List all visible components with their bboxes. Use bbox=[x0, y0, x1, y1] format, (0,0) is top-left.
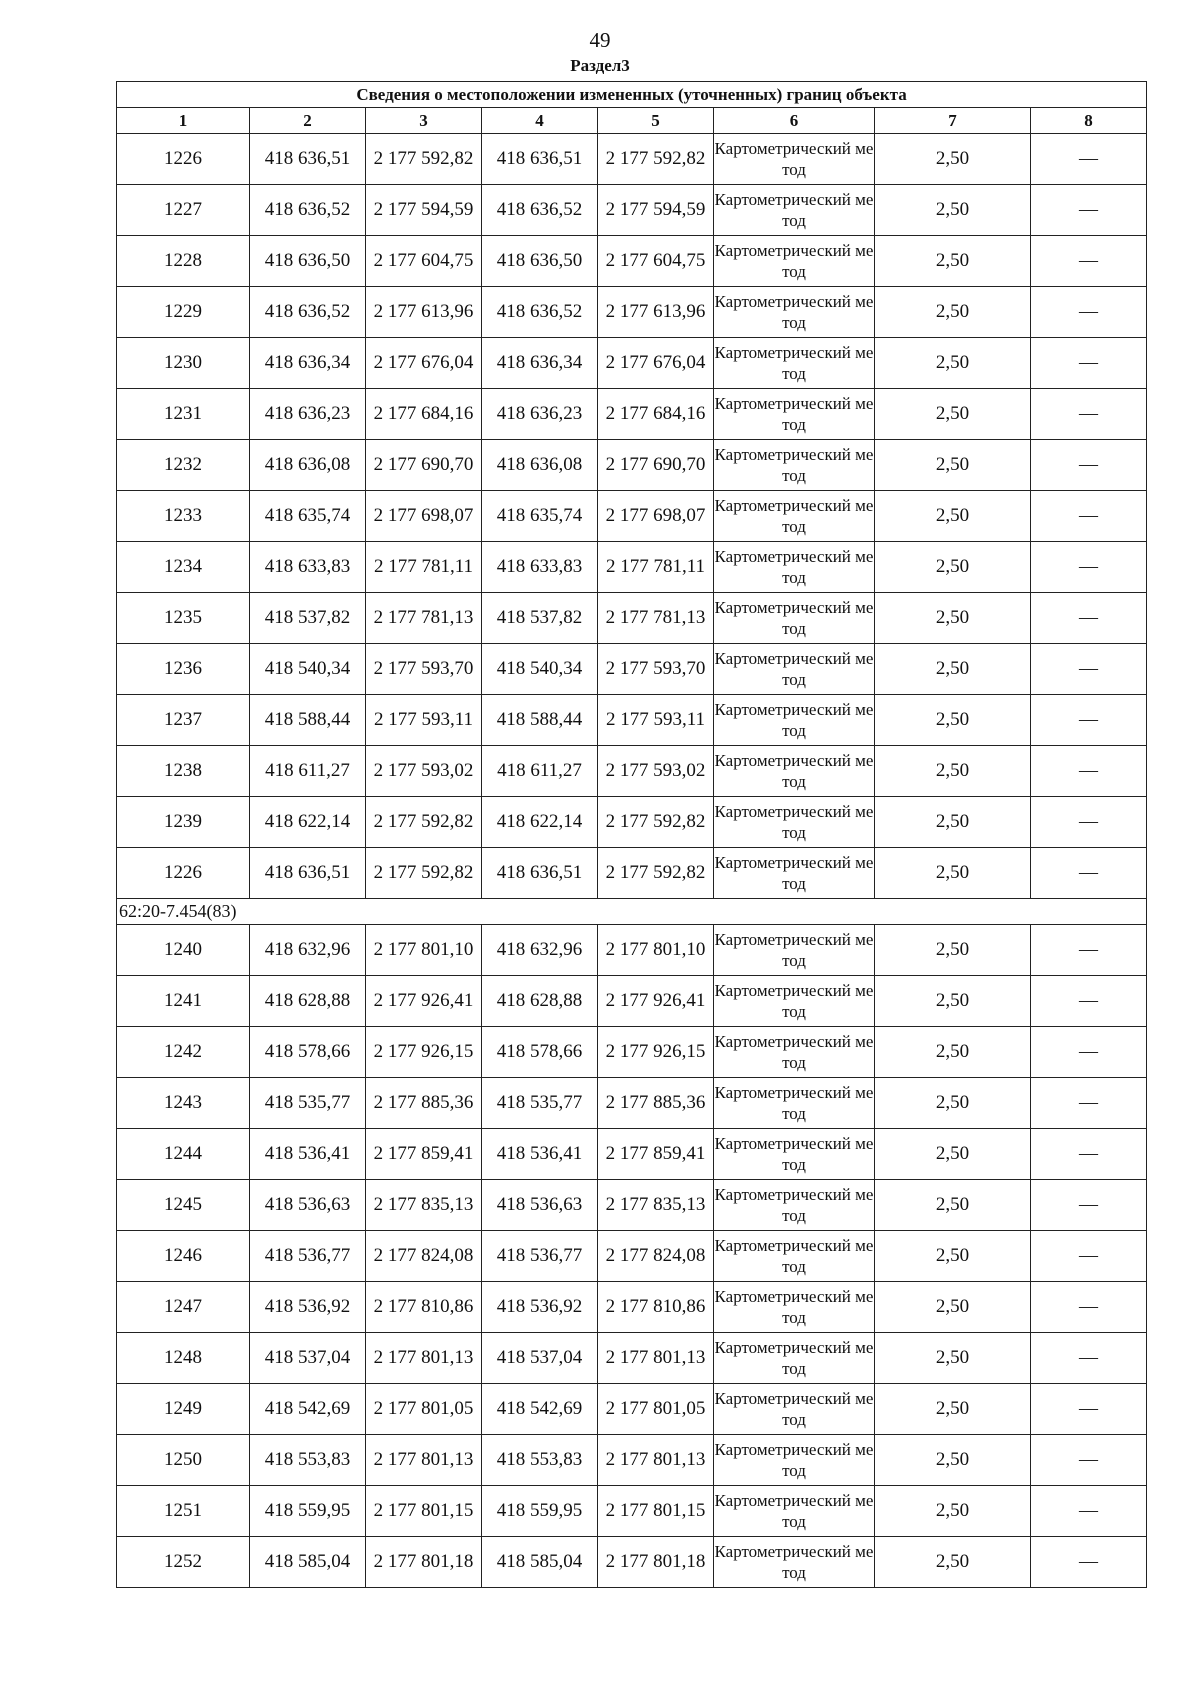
cell-existing-x: 418 632,96 bbox=[250, 925, 366, 976]
cell-existing-x: 418 635,74 bbox=[250, 491, 366, 542]
cell-description: — bbox=[1031, 644, 1147, 695]
cell-existing-y: 2 177 698,07 bbox=[366, 491, 482, 542]
column-number-1: 1 bbox=[117, 108, 250, 134]
cell-accuracy: 2,50 bbox=[875, 797, 1031, 848]
cell-description: — bbox=[1031, 236, 1147, 287]
cell-method: Картометрический метод bbox=[714, 1231, 875, 1282]
cell-method: Картометрический метод bbox=[714, 797, 875, 848]
table-row bbox=[117, 491, 1147, 542]
cell-accuracy: 2,50 bbox=[875, 338, 1031, 389]
cell-new-y: 2 177 801,13 bbox=[598, 1333, 714, 1384]
cell-method: Картометрический метод bbox=[714, 287, 875, 338]
cell-description: — bbox=[1031, 1282, 1147, 1333]
table-row bbox=[117, 236, 1147, 287]
cell-new-x: 418 636,23 bbox=[482, 389, 598, 440]
cell-new-y: 2 177 824,08 bbox=[598, 1231, 714, 1282]
cell-existing-x: 418 636,34 bbox=[250, 338, 366, 389]
cell-accuracy: 2,50 bbox=[875, 593, 1031, 644]
cell-accuracy: 2,50 bbox=[875, 1231, 1031, 1282]
cell-point-number: 1241 bbox=[117, 976, 250, 1027]
cell-method: Картометрический метод bbox=[714, 1537, 875, 1588]
cell-new-x: 418 633,83 bbox=[482, 542, 598, 593]
cell-point-number: 1238 bbox=[117, 746, 250, 797]
cell-new-y: 2 177 801,13 bbox=[598, 1435, 714, 1486]
cell-accuracy: 2,50 bbox=[875, 1129, 1031, 1180]
cell-new-x: 418 635,74 bbox=[482, 491, 598, 542]
table-row bbox=[117, 925, 1147, 976]
table-row bbox=[117, 440, 1147, 491]
cell-new-y: 2 177 835,13 bbox=[598, 1180, 714, 1231]
table-row bbox=[117, 1384, 1147, 1435]
cell-description: — bbox=[1031, 746, 1147, 797]
cell-new-y: 2 177 593,02 bbox=[598, 746, 714, 797]
cell-accuracy: 2,50 bbox=[875, 134, 1031, 185]
cell-point-number: 1251 bbox=[117, 1486, 250, 1537]
cell-description: — bbox=[1031, 1027, 1147, 1078]
cell-description: — bbox=[1031, 848, 1147, 899]
cell-point-number: 1247 bbox=[117, 1282, 250, 1333]
cell-new-y: 2 177 604,75 bbox=[598, 236, 714, 287]
cell-method: Картометрический метод bbox=[714, 440, 875, 491]
cell-existing-x: 418 536,92 bbox=[250, 1282, 366, 1333]
cell-existing-x: 418 537,82 bbox=[250, 593, 366, 644]
cell-description: — bbox=[1031, 287, 1147, 338]
cell-accuracy: 2,50 bbox=[875, 925, 1031, 976]
cell-method: Картометрический метод bbox=[714, 1180, 875, 1231]
cell-new-x: 418 636,51 bbox=[482, 848, 598, 899]
cell-new-y: 2 177 781,11 bbox=[598, 542, 714, 593]
cell-existing-x: 418 536,41 bbox=[250, 1129, 366, 1180]
cell-method: Картометрический метод bbox=[714, 593, 875, 644]
cell-description: — bbox=[1031, 491, 1147, 542]
cell-accuracy: 2,50 bbox=[875, 644, 1031, 695]
cell-method: Картометрический метод bbox=[714, 185, 875, 236]
cell-new-y: 2 177 676,04 bbox=[598, 338, 714, 389]
cell-existing-y: 2 177 781,11 bbox=[366, 542, 482, 593]
cell-new-x: 418 540,34 bbox=[482, 644, 598, 695]
cell-description: — bbox=[1031, 976, 1147, 1027]
column-number-6: 6 bbox=[714, 108, 875, 134]
cell-point-number: 1234 bbox=[117, 542, 250, 593]
cell-new-y: 2 177 593,11 bbox=[598, 695, 714, 746]
section-title: Раздел3 bbox=[570, 56, 630, 75]
table-row bbox=[117, 1129, 1147, 1180]
table-row bbox=[117, 1027, 1147, 1078]
cell-method: Картометрический метод bbox=[714, 389, 875, 440]
column-number-5: 5 bbox=[598, 108, 714, 134]
cell-existing-x: 418 542,69 bbox=[250, 1384, 366, 1435]
cell-new-x: 418 536,63 bbox=[482, 1180, 598, 1231]
cell-accuracy: 2,50 bbox=[875, 976, 1031, 1027]
cell-method: Картометрический метод bbox=[714, 1282, 875, 1333]
cell-method: Картометрический метод bbox=[714, 134, 875, 185]
cell-point-number: 1236 bbox=[117, 644, 250, 695]
table-row bbox=[117, 1486, 1147, 1537]
cell-method: Картометрический метод bbox=[714, 644, 875, 695]
cell-description: — bbox=[1031, 1333, 1147, 1384]
cell-new-y: 2 177 801,18 bbox=[598, 1537, 714, 1588]
cell-existing-y: 2 177 835,13 bbox=[366, 1180, 482, 1231]
table-row bbox=[117, 338, 1147, 389]
cell-new-y: 2 177 690,70 bbox=[598, 440, 714, 491]
cell-new-y: 2 177 801,10 bbox=[598, 925, 714, 976]
boundary-table bbox=[116, 81, 1147, 1588]
table-row bbox=[117, 389, 1147, 440]
cell-existing-y: 2 177 801,10 bbox=[366, 925, 482, 976]
cell-description: — bbox=[1031, 695, 1147, 746]
cell-new-x: 418 588,44 bbox=[482, 695, 598, 746]
table-row bbox=[117, 644, 1147, 695]
cell-method: Картометрический метод bbox=[714, 925, 875, 976]
cell-description: — bbox=[1031, 1078, 1147, 1129]
cell-description: — bbox=[1031, 338, 1147, 389]
cell-existing-x: 418 559,95 bbox=[250, 1486, 366, 1537]
cadastral-number: 62:20-7.454(83) bbox=[117, 899, 1147, 925]
cell-description: — bbox=[1031, 1180, 1147, 1231]
cell-existing-y: 2 177 781,13 bbox=[366, 593, 482, 644]
cell-new-x: 418 636,52 bbox=[482, 185, 598, 236]
column-number-4: 4 bbox=[482, 108, 598, 134]
cell-point-number: 1242 bbox=[117, 1027, 250, 1078]
cell-point-number: 1232 bbox=[117, 440, 250, 491]
cell-new-x: 418 632,96 bbox=[482, 925, 598, 976]
cell-existing-y: 2 177 592,82 bbox=[366, 848, 482, 899]
cell-accuracy: 2,50 bbox=[875, 440, 1031, 491]
cell-existing-y: 2 177 926,41 bbox=[366, 976, 482, 1027]
group-label-row bbox=[117, 899, 1147, 925]
cell-existing-y: 2 177 824,08 bbox=[366, 1231, 482, 1282]
cell-existing-y: 2 177 885,36 bbox=[366, 1078, 482, 1129]
cell-point-number: 1240 bbox=[117, 925, 250, 976]
cell-method: Картометрический метод bbox=[714, 1384, 875, 1435]
cell-description: — bbox=[1031, 440, 1147, 491]
cell-new-x: 418 622,14 bbox=[482, 797, 598, 848]
cell-new-y: 2 177 698,07 bbox=[598, 491, 714, 542]
cell-description: — bbox=[1031, 925, 1147, 976]
table-row bbox=[117, 287, 1147, 338]
cell-accuracy: 2,50 bbox=[875, 491, 1031, 542]
cell-method: Картометрический метод bbox=[714, 695, 875, 746]
table-row bbox=[117, 1282, 1147, 1333]
cell-new-y: 2 177 594,59 bbox=[598, 185, 714, 236]
cell-existing-y: 2 177 810,86 bbox=[366, 1282, 482, 1333]
cell-accuracy: 2,50 bbox=[875, 1435, 1031, 1486]
cell-accuracy: 2,50 bbox=[875, 1027, 1031, 1078]
cell-method: Картометрический метод bbox=[714, 746, 875, 797]
cell-point-number: 1239 bbox=[117, 797, 250, 848]
cell-new-y: 2 177 926,41 bbox=[598, 976, 714, 1027]
cell-existing-y: 2 177 613,96 bbox=[366, 287, 482, 338]
cell-existing-y: 2 177 604,75 bbox=[366, 236, 482, 287]
cell-new-y: 2 177 592,82 bbox=[598, 848, 714, 899]
page-number: 49 bbox=[589, 28, 611, 52]
cell-new-x: 418 536,77 bbox=[482, 1231, 598, 1282]
cell-accuracy: 2,50 bbox=[875, 695, 1031, 746]
cell-existing-y: 2 177 684,16 bbox=[366, 389, 482, 440]
cell-existing-y: 2 177 801,15 bbox=[366, 1486, 482, 1537]
cell-new-x: 418 636,34 bbox=[482, 338, 598, 389]
cell-new-x: 418 535,77 bbox=[482, 1078, 598, 1129]
cell-accuracy: 2,50 bbox=[875, 236, 1031, 287]
cell-accuracy: 2,50 bbox=[875, 542, 1031, 593]
cell-new-y: 2 177 801,05 bbox=[598, 1384, 714, 1435]
cell-point-number: 1249 bbox=[117, 1384, 250, 1435]
cell-existing-x: 418 537,04 bbox=[250, 1333, 366, 1384]
table-row bbox=[117, 848, 1147, 899]
cell-method: Картометрический метод bbox=[714, 1435, 875, 1486]
cell-existing-x: 418 636,51 bbox=[250, 134, 366, 185]
cell-accuracy: 2,50 bbox=[875, 1078, 1031, 1129]
cell-existing-x: 418 628,88 bbox=[250, 976, 366, 1027]
cell-existing-x: 418 636,23 bbox=[250, 389, 366, 440]
cell-new-y: 2 177 592,82 bbox=[598, 134, 714, 185]
cell-new-x: 418 585,04 bbox=[482, 1537, 598, 1588]
cell-existing-y: 2 177 801,05 bbox=[366, 1384, 482, 1435]
cell-accuracy: 2,50 bbox=[875, 389, 1031, 440]
cell-existing-y: 2 177 801,13 bbox=[366, 1435, 482, 1486]
table-row bbox=[117, 746, 1147, 797]
cell-method: Картометрический метод bbox=[714, 491, 875, 542]
cell-existing-x: 418 636,50 bbox=[250, 236, 366, 287]
table-caption-row bbox=[117, 82, 1147, 108]
cell-existing-x: 418 536,63 bbox=[250, 1180, 366, 1231]
table-row bbox=[117, 542, 1147, 593]
cell-existing-y: 2 177 592,82 bbox=[366, 134, 482, 185]
cell-new-x: 418 636,51 bbox=[482, 134, 598, 185]
cell-point-number: 1231 bbox=[117, 389, 250, 440]
cell-existing-x: 418 535,77 bbox=[250, 1078, 366, 1129]
cell-existing-x: 418 636,52 bbox=[250, 185, 366, 236]
cell-accuracy: 2,50 bbox=[875, 1537, 1031, 1588]
cell-new-x: 418 536,92 bbox=[482, 1282, 598, 1333]
cell-point-number: 1248 bbox=[117, 1333, 250, 1384]
cell-new-y: 2 177 810,86 bbox=[598, 1282, 714, 1333]
cell-existing-y: 2 177 859,41 bbox=[366, 1129, 482, 1180]
cell-point-number: 1244 bbox=[117, 1129, 250, 1180]
cell-new-x: 418 628,88 bbox=[482, 976, 598, 1027]
table-row bbox=[117, 1231, 1147, 1282]
table-row bbox=[117, 185, 1147, 236]
cell-existing-x: 418 578,66 bbox=[250, 1027, 366, 1078]
column-number-8: 8 bbox=[1031, 108, 1147, 134]
cell-existing-y: 2 177 801,18 bbox=[366, 1537, 482, 1588]
cell-point-number: 1226 bbox=[117, 134, 250, 185]
cell-method: Картометрический метод bbox=[714, 1078, 875, 1129]
table-row bbox=[117, 976, 1147, 1027]
column-number-3: 3 bbox=[366, 108, 482, 134]
cell-new-x: 418 537,82 bbox=[482, 593, 598, 644]
cell-method: Картометрический метод bbox=[714, 1027, 875, 1078]
table-row bbox=[117, 797, 1147, 848]
cell-new-x: 418 537,04 bbox=[482, 1333, 598, 1384]
table-title: Сведения о местоположении измененных (уточненных) границ объекта bbox=[117, 82, 1147, 108]
cell-new-y: 2 177 684,16 bbox=[598, 389, 714, 440]
cell-existing-x: 418 585,04 bbox=[250, 1537, 366, 1588]
table-row bbox=[117, 1180, 1147, 1231]
cell-point-number: 1227 bbox=[117, 185, 250, 236]
cell-accuracy: 2,50 bbox=[875, 287, 1031, 338]
cell-method: Картометрический метод bbox=[714, 848, 875, 899]
cell-new-y: 2 177 885,36 bbox=[598, 1078, 714, 1129]
cell-new-y: 2 177 613,96 bbox=[598, 287, 714, 338]
cell-existing-y: 2 177 801,13 bbox=[366, 1333, 482, 1384]
cell-point-number: 1235 bbox=[117, 593, 250, 644]
cell-point-number: 1229 bbox=[117, 287, 250, 338]
cell-accuracy: 2,50 bbox=[875, 1486, 1031, 1537]
cell-new-y: 2 177 859,41 bbox=[598, 1129, 714, 1180]
cell-description: — bbox=[1031, 1129, 1147, 1180]
cell-new-y: 2 177 593,70 bbox=[598, 644, 714, 695]
cell-method: Картометрический метод bbox=[714, 976, 875, 1027]
cell-description: — bbox=[1031, 1231, 1147, 1282]
cell-point-number: 1245 bbox=[117, 1180, 250, 1231]
cell-new-x: 418 559,95 bbox=[482, 1486, 598, 1537]
cell-new-y: 2 177 592,82 bbox=[598, 797, 714, 848]
table-row bbox=[117, 593, 1147, 644]
column-number-7: 7 bbox=[875, 108, 1031, 134]
cell-new-x: 418 553,83 bbox=[482, 1435, 598, 1486]
cell-existing-x: 418 633,83 bbox=[250, 542, 366, 593]
cell-method: Картометрический метод bbox=[714, 1129, 875, 1180]
cell-accuracy: 2,50 bbox=[875, 1180, 1031, 1231]
cell-new-x: 418 611,27 bbox=[482, 746, 598, 797]
cell-description: — bbox=[1031, 134, 1147, 185]
cell-point-number: 1226 bbox=[117, 848, 250, 899]
table-row bbox=[117, 134, 1147, 185]
cell-existing-y: 2 177 690,70 bbox=[366, 440, 482, 491]
cell-method: Картометрический метод bbox=[714, 236, 875, 287]
cell-method: Картометрический метод bbox=[714, 1333, 875, 1384]
cell-existing-y: 2 177 593,11 bbox=[366, 695, 482, 746]
cell-new-y: 2 177 926,15 bbox=[598, 1027, 714, 1078]
table-row bbox=[117, 1333, 1147, 1384]
cell-accuracy: 2,50 bbox=[875, 1282, 1031, 1333]
cell-existing-x: 418 588,44 bbox=[250, 695, 366, 746]
cell-existing-y: 2 177 676,04 bbox=[366, 338, 482, 389]
cell-existing-x: 418 636,08 bbox=[250, 440, 366, 491]
cell-point-number: 1250 bbox=[117, 1435, 250, 1486]
cell-existing-y: 2 177 926,15 bbox=[366, 1027, 482, 1078]
cell-existing-x: 418 553,83 bbox=[250, 1435, 366, 1486]
cell-point-number: 1228 bbox=[117, 236, 250, 287]
column-number-row bbox=[117, 108, 1147, 134]
table-row bbox=[117, 695, 1147, 746]
cell-new-x: 418 636,52 bbox=[482, 287, 598, 338]
cell-point-number: 1246 bbox=[117, 1231, 250, 1282]
cell-new-x: 418 536,41 bbox=[482, 1129, 598, 1180]
cell-existing-x: 418 636,52 bbox=[250, 287, 366, 338]
cell-description: — bbox=[1031, 1486, 1147, 1537]
cell-accuracy: 2,50 bbox=[875, 1384, 1031, 1435]
cell-accuracy: 2,50 bbox=[875, 1333, 1031, 1384]
table-row bbox=[117, 1435, 1147, 1486]
cell-description: — bbox=[1031, 797, 1147, 848]
cell-point-number: 1252 bbox=[117, 1537, 250, 1588]
cell-description: — bbox=[1031, 1384, 1147, 1435]
cell-description: — bbox=[1031, 593, 1147, 644]
cell-point-number: 1237 bbox=[117, 695, 250, 746]
cell-method: Картометрический метод bbox=[714, 542, 875, 593]
cell-point-number: 1233 bbox=[117, 491, 250, 542]
cell-point-number: 1243 bbox=[117, 1078, 250, 1129]
cell-description: — bbox=[1031, 542, 1147, 593]
cell-existing-y: 2 177 593,70 bbox=[366, 644, 482, 695]
cell-existing-x: 418 636,51 bbox=[250, 848, 366, 899]
cell-new-x: 418 578,66 bbox=[482, 1027, 598, 1078]
column-number-2: 2 bbox=[250, 108, 366, 134]
cell-new-y: 2 177 781,13 bbox=[598, 593, 714, 644]
cell-existing-y: 2 177 593,02 bbox=[366, 746, 482, 797]
cell-new-x: 418 636,50 bbox=[482, 236, 598, 287]
table-body bbox=[117, 134, 1147, 1588]
cell-new-x: 418 636,08 bbox=[482, 440, 598, 491]
cell-existing-x: 418 540,34 bbox=[250, 644, 366, 695]
cell-new-x: 418 542,69 bbox=[482, 1384, 598, 1435]
cell-point-number: 1230 bbox=[117, 338, 250, 389]
cell-existing-x: 418 622,14 bbox=[250, 797, 366, 848]
cell-existing-x: 418 536,77 bbox=[250, 1231, 366, 1282]
cell-new-y: 2 177 801,15 bbox=[598, 1486, 714, 1537]
cell-description: — bbox=[1031, 185, 1147, 236]
cell-description: — bbox=[1031, 389, 1147, 440]
table-row bbox=[117, 1078, 1147, 1129]
table-row bbox=[117, 1537, 1147, 1588]
cell-description: — bbox=[1031, 1537, 1147, 1588]
cell-description: — bbox=[1031, 1435, 1147, 1486]
cell-existing-x: 418 611,27 bbox=[250, 746, 366, 797]
cell-existing-y: 2 177 594,59 bbox=[366, 185, 482, 236]
cell-accuracy: 2,50 bbox=[875, 848, 1031, 899]
cell-existing-y: 2 177 592,82 bbox=[366, 797, 482, 848]
cell-method: Картометрический метод bbox=[714, 338, 875, 389]
cell-accuracy: 2,50 bbox=[875, 746, 1031, 797]
cell-method: Картометрический метод bbox=[714, 1486, 875, 1537]
cell-accuracy: 2,50 bbox=[875, 185, 1031, 236]
